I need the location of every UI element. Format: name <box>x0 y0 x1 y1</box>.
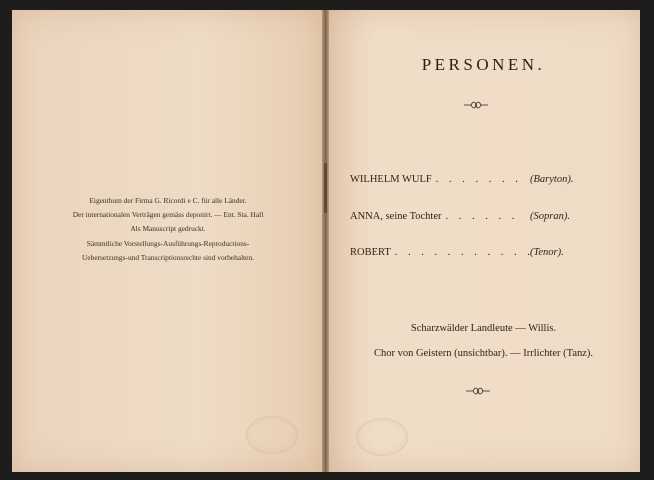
binding-stitch <box>324 163 327 213</box>
imprint-line: Der internationalen Verträgen gemäss deponirt. — Ent. Sta. Hall <box>72 210 264 220</box>
character-name: ANNA, seine Tochter <box>350 211 442 222</box>
imprint-line: Uebersetzungs-und Transcriptionsrechte sind vorbehalten. <box>82 252 254 262</box>
character-row <box>350 211 590 222</box>
ornament-top <box>463 100 489 110</box>
imprint-line: Sämmtliche Vorstellungs-Ausführungs-Reproductions- <box>86 238 250 248</box>
blind-stamp-right <box>356 418 408 456</box>
blind-stamp-left <box>246 416 298 454</box>
right-page <box>327 10 640 472</box>
ornament-bottom <box>465 386 491 396</box>
character-row <box>350 247 590 258</box>
character-row <box>350 174 590 185</box>
voice-type: (Tenor). <box>530 247 564 258</box>
imprint-line: Eigenthum der Firma G. Ricordi e C. für alle Länder. <box>89 196 247 205</box>
character-name: WILHELM WULF <box>350 174 432 185</box>
voice-type: (Baryton). <box>530 174 574 185</box>
leader-dots: . . . . . . . . . . . <box>394 247 534 258</box>
chorus-line: Chor von Geistern (unsichtbar). — Irrlichter (Tanz). <box>373 348 594 359</box>
leader-dots: . . . . . . <box>445 211 519 222</box>
page-title: PERSONEN. <box>421 55 546 74</box>
imprint-line: Als Manuscript gedruckt. <box>130 224 206 234</box>
character-name: ROBERT <box>350 247 391 258</box>
leader-dots: . . . . . . . <box>435 174 522 185</box>
voice-type: (Sopran). <box>530 211 570 222</box>
copyright-imprint <box>12 194 324 265</box>
chorus-line: Scharzwälder Landleute — Willis. <box>410 323 557 334</box>
